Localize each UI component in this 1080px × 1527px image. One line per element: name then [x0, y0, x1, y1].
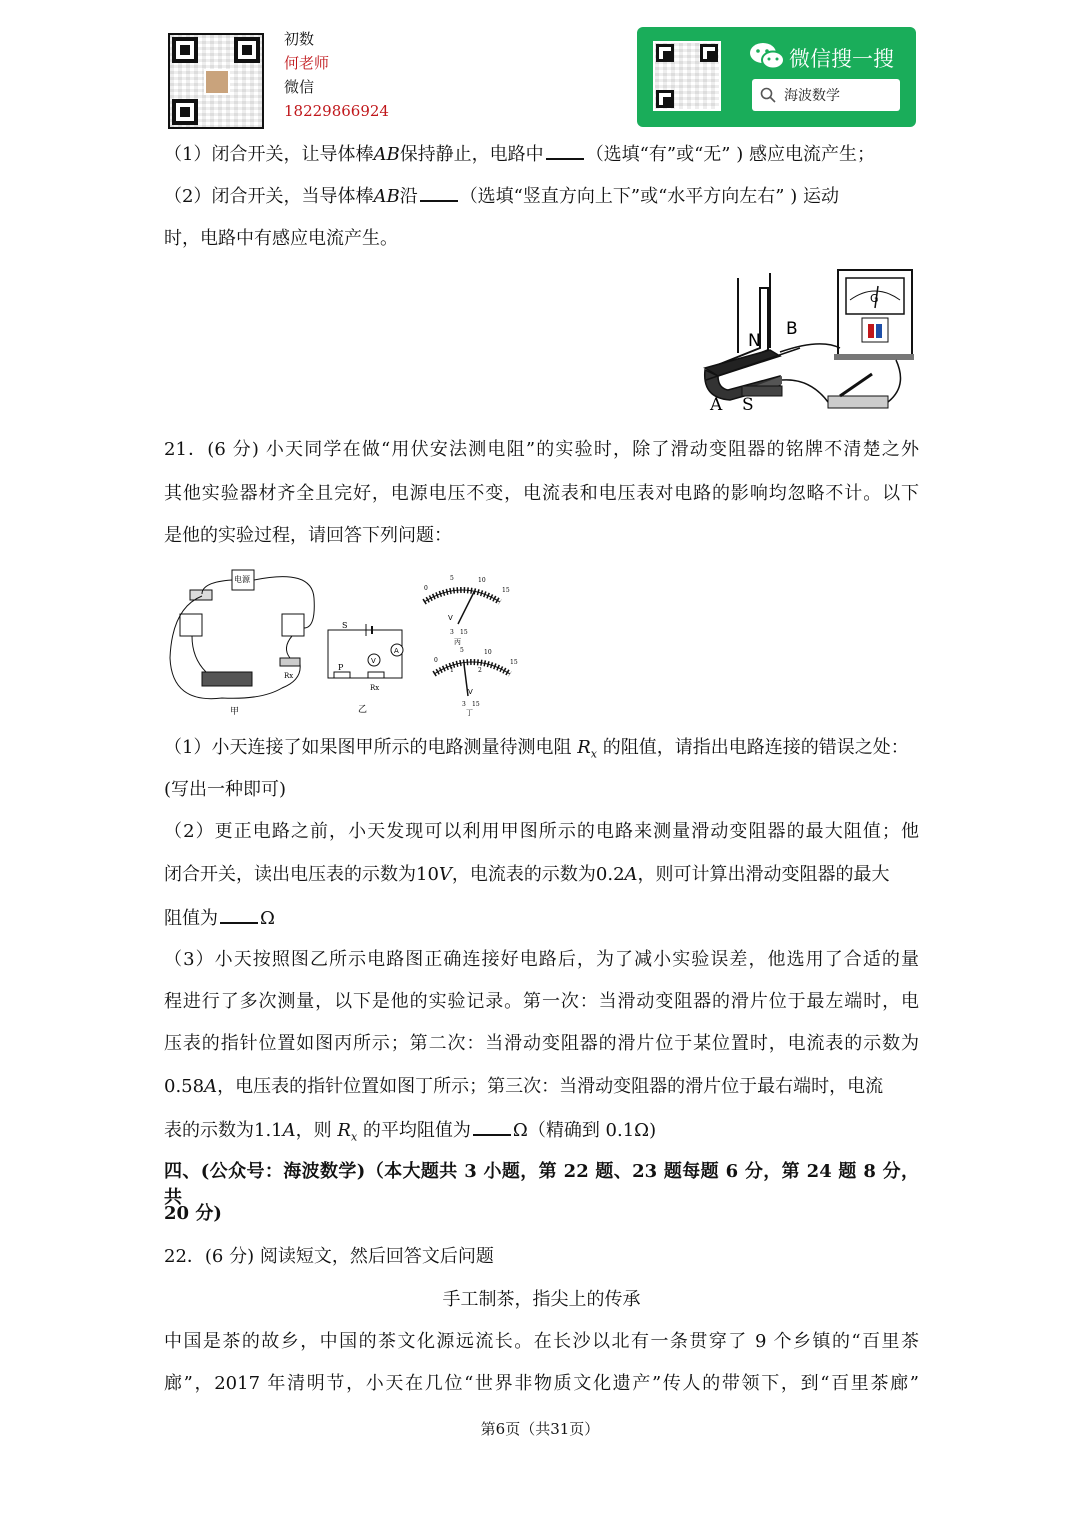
fig-label-bing: 丙: [454, 638, 461, 646]
fig-bing-10: 10: [478, 577, 486, 584]
fig-ding-15: 15: [510, 659, 518, 666]
fig-label-jia: 甲: [230, 707, 240, 716]
fig-ding-v: V: [468, 688, 473, 696]
fig-label-s: S: [742, 395, 754, 415]
wechat-search-value: 海波数学: [784, 88, 840, 104]
q21-part3-line3: 压表的指针位置如图丙所示；第二次：当滑动变阻器的滑片位于某位置时，电流表的示数为: [164, 1033, 919, 1054]
fig-label-a: A: [710, 395, 723, 415]
fig-ding-1: 1: [450, 667, 454, 674]
fig-ding-15b: 15: [472, 701, 480, 708]
q21-part3-line4: 0.58A，电压表的指针位置如图丁所示；第三次：当滑动变阻器的滑片位于最右端时，电流: [164, 1076, 884, 1097]
wechat-search-banner: [637, 27, 916, 127]
fig-label-b: B: [786, 319, 798, 339]
q21-part3-line2: 程进行了多次测量，以下是他的实验记录。第一次：当滑动变阻器的滑片位于最左端时，电: [164, 991, 919, 1012]
page-number: 第6页（共31页）: [480, 1420, 600, 1438]
tag-teacher-name: 何老师: [284, 54, 330, 72]
fig-yi-a: A: [394, 647, 399, 655]
fig-yi-s: S: [342, 621, 348, 630]
fig-bing-v: V: [448, 614, 453, 622]
fig-label-ding: 丁: [466, 709, 473, 716]
q21-part2-line1: （2）更正电路之前，小天发现可以利用甲图所示的电路来测量滑动变阻器的最大阻值；他: [164, 821, 919, 842]
fig-jia-rx: Rx: [284, 672, 294, 680]
q21-part2-line2: 闭合开关，读出电压表的示数为10V，电流表的示数为0.2A，则可计算出滑动变阻器的最大: [164, 864, 890, 885]
tag-phone: 18229866924: [284, 102, 389, 120]
fig-ding-0: 0: [434, 657, 438, 664]
fig-label-n: N: [748, 331, 761, 351]
q21-circuit-figures: [162, 568, 522, 716]
q22-paragraph-line2: 廊”，2017 年清明节，小天在几位“世界非物质文化遗产”传人的带领下，到“百里茶廊”: [164, 1373, 919, 1394]
q21-part3-line5: 表的示数为1.1A，则 $R_x$ 的平均阻值为 Ω（精确到 0.1Ω): [164, 1116, 919, 1151]
fig-bing-15: 15: [502, 587, 510, 594]
q21-intro-line3: 是他的实验过程，请回答下列问题：: [164, 525, 452, 546]
wechat-logo-icon: [749, 41, 785, 71]
wechat-title: 微信搜一搜: [789, 47, 894, 71]
search-icon: [760, 87, 776, 103]
q21-part1: （1）小天连接了如果图甲所示的电路测量待测电阻 $R_x$ 的阻值，请指出电路连接的错误之处：: [164, 737, 909, 761]
q21-part2-line3: 阻值为 Ω: [164, 904, 919, 932]
q20-part1: （1）闭合开关，让导体棒AB保持静止，电路中 （选填“有”或“无” ) 感应电流产生；: [164, 140, 919, 168]
fig-label-g: G: [870, 292, 879, 305]
q20-part2-cont: 时，电路中有感应电流产生。: [164, 228, 398, 249]
fig-bing-15b: 15: [460, 629, 468, 636]
wechat-qr-code: [653, 41, 721, 111]
fig-yi-v: V: [371, 657, 376, 665]
q20-part2: （2）闭合开关，当导体棒AB沿 （选填“竖直方向上下”或“水平方向左右” ) 运动: [164, 182, 919, 210]
section4-heading-line1: 四、(公众号：海波数学)（本大题共 3 小题，第 22 题、23 题每题 6 分，第 24 题 8 分，共: [164, 1161, 919, 1208]
fig-yi-p: P: [338, 663, 344, 672]
fig-ding-5: 5: [460, 647, 464, 654]
q21-part3-line1: （3）小天按照图乙所示电路图正确连接好电路后，为了减小实验误差，他选用了合适的量: [164, 949, 919, 970]
qr-code-teacher: [168, 33, 264, 129]
induction-apparatus-figure: [700, 268, 914, 416]
fig-bing-0: 0: [424, 585, 428, 592]
fig-ding-10: 10: [484, 649, 492, 656]
fig-ding-2: 2: [478, 667, 482, 674]
q22-article-title: 手工制茶，指尖上的传承: [442, 1289, 641, 1310]
q22-paragraph-line1: 中国是茶的故乡，中国的茶文化源远流长。在长沙以北有一条贯穿了 9 个乡镇的“百里茶: [164, 1331, 919, 1352]
tag-wechat: 微信: [284, 78, 315, 96]
q21-part1-note: (写出一种即可): [164, 779, 287, 800]
wechat-search-box[interactable]: [752, 79, 900, 111]
q21-intro-line1: 21．(6 分) 小天同学在做“用伏安法测电阻”的实验时，除了滑动变阻器的铭牌不清楚之外: [164, 439, 919, 460]
fig-ding-3: 3: [462, 701, 466, 708]
fig-bing-5: 5: [450, 575, 454, 582]
fig-jia-power: 电源: [234, 575, 250, 584]
q21-intro-line2: 其他实验器材齐全且完好，电源电压不变，电流表和电压表对电路的影响均忽略不计。以下: [164, 483, 919, 504]
tag-grade: 初数: [284, 30, 315, 48]
section4-heading-line2: 20 分): [164, 1203, 222, 1224]
fig-bing-3: 3: [450, 629, 454, 636]
q22-intro: 22．(6 分) 阅读短文，然后回答文后问题: [164, 1246, 494, 1267]
fig-label-yi: 乙: [358, 705, 368, 715]
fig-yi-rx: Rx: [370, 684, 380, 692]
